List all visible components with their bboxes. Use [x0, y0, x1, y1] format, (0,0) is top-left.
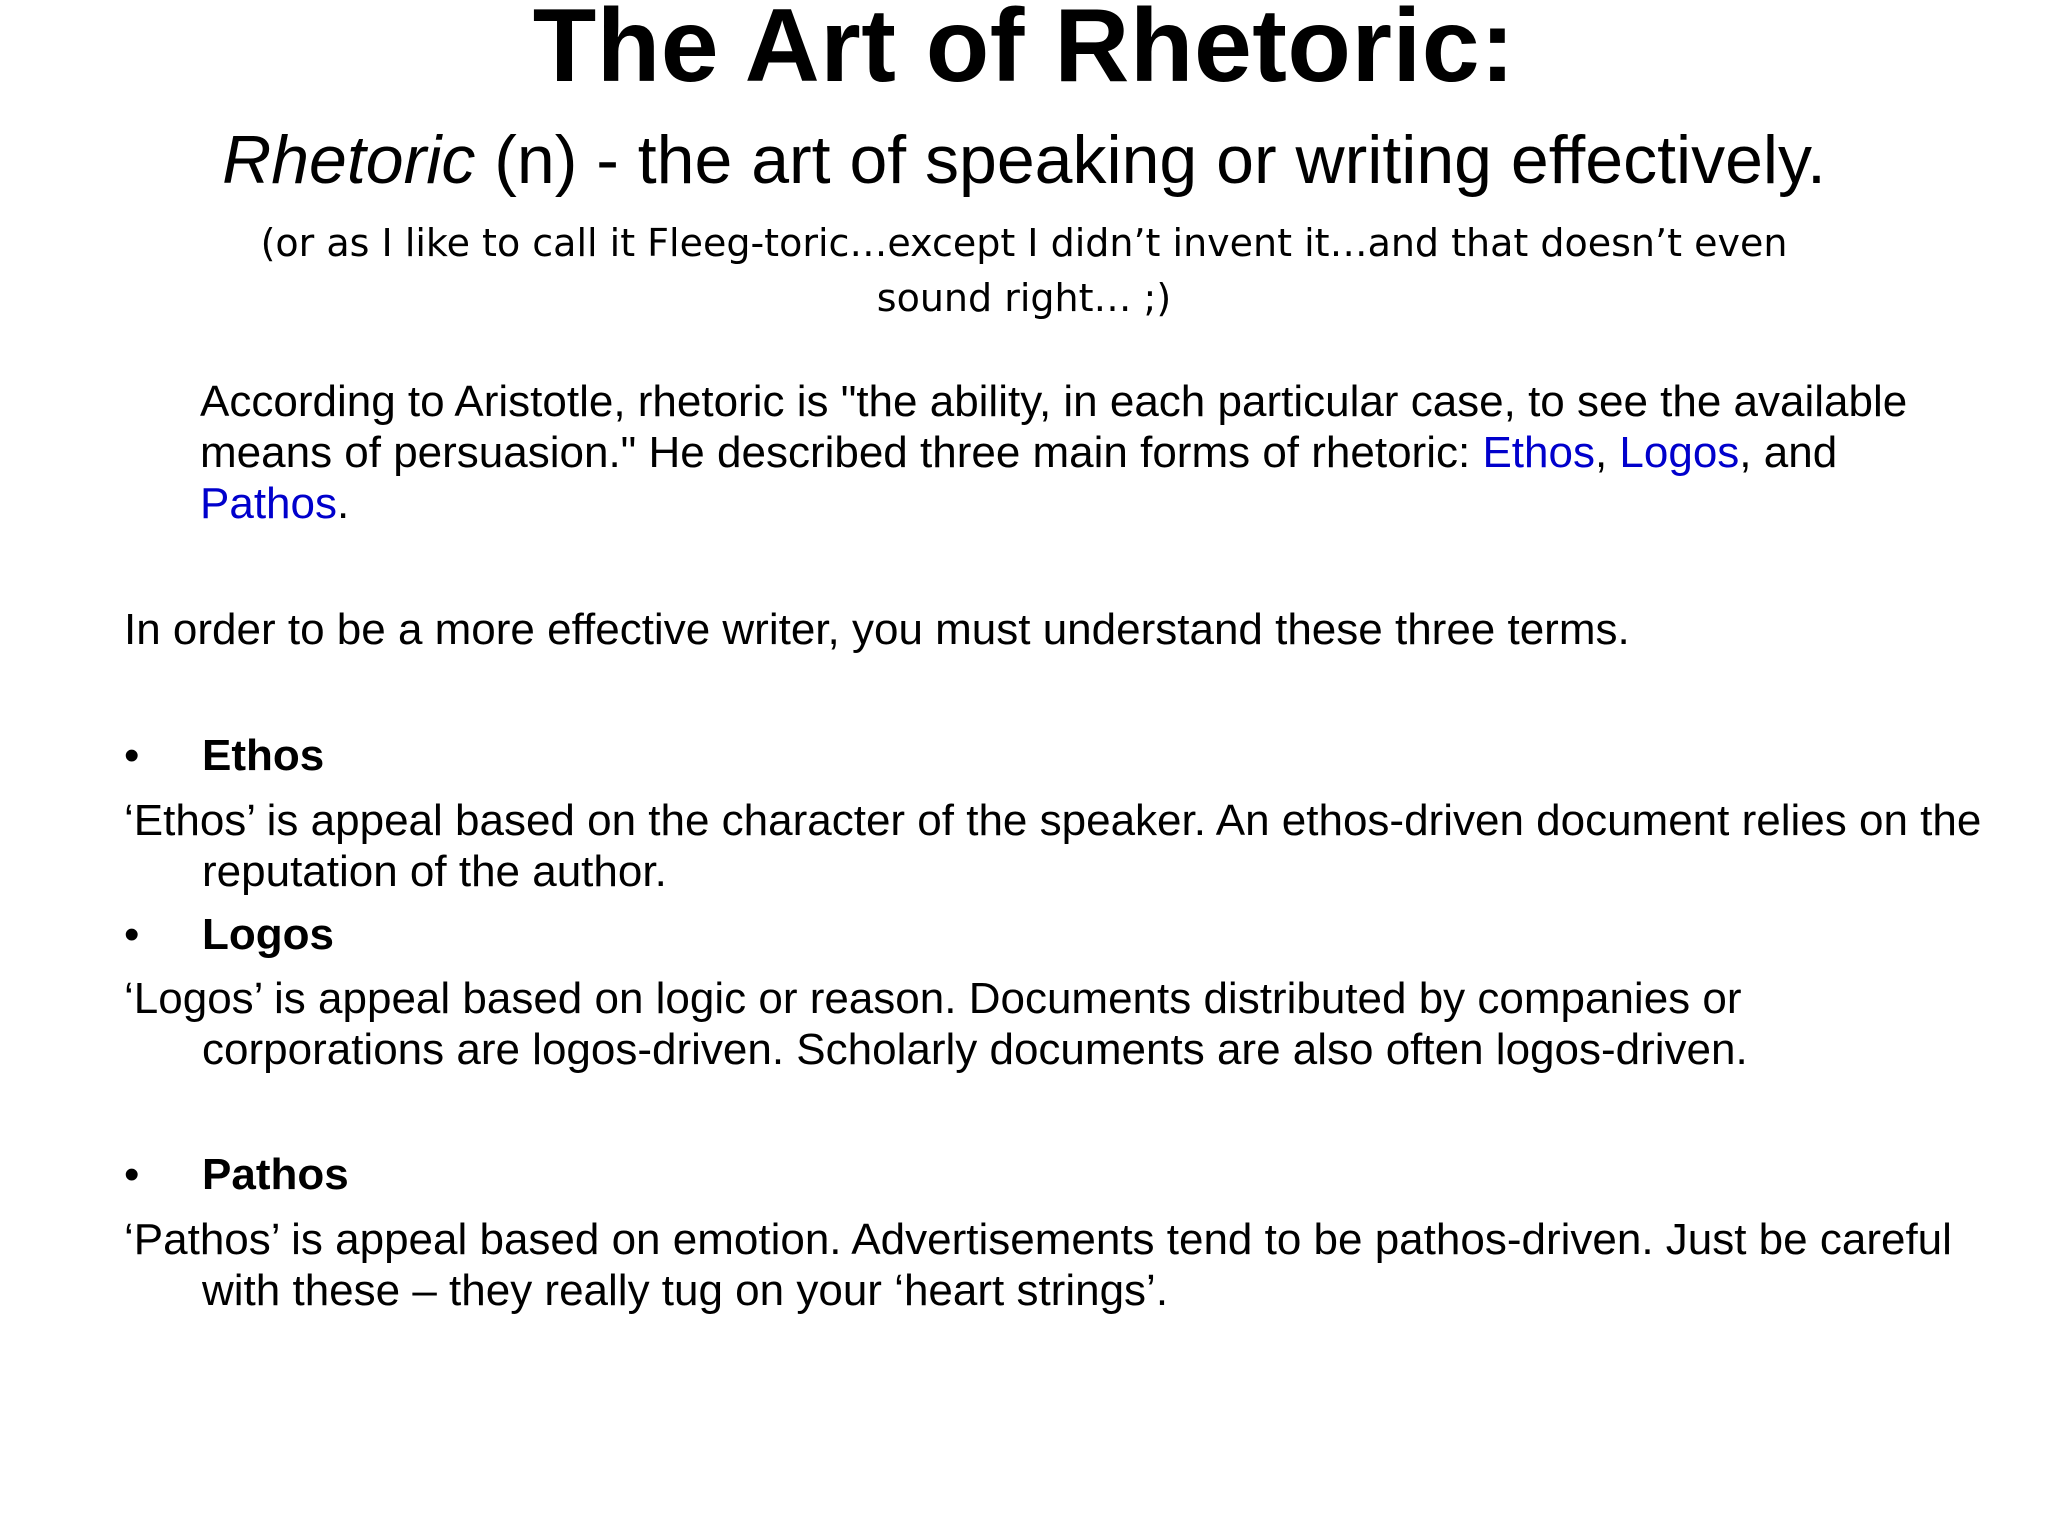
lead-sentence: In order to be a more effective writer, you must understand these three terms. — [124, 605, 1630, 654]
term-description-pathos: ‘Pathos’ is appeal based on emotion. Advertisements tend to be pathos-driven. Just be careful with these – they really tug on your ‘heart strings’. — [124, 1215, 1952, 1315]
bullet-icon: • — [124, 1150, 140, 1199]
intro-end: . — [336, 479, 350, 528]
ethos-link[interactable]: Ethos — [1482, 428, 1595, 477]
slide-title: The Art of Rhetoric: — [532, 0, 1516, 104]
logos-link[interactable]: Logos — [1619, 428, 1740, 477]
intro-paragraph — [200, 376, 1920, 529]
bullet-icon: • — [124, 910, 140, 959]
intro-separator: , and — [1739, 428, 1838, 477]
definition — [0, 120, 2048, 202]
term-heading-ethos — [124, 730, 324, 781]
intro-separator: , — [1594, 428, 1620, 477]
term-description-ethos: ‘Ethos’ is appeal based on the character of the speaker. An ethos-driven document relies on the reputation of the author. — [124, 796, 1982, 896]
pathos-link[interactable]: Pathos — [200, 479, 337, 528]
definition-text: (n) - the art of speaking or writing effectively. — [475, 122, 1826, 198]
term-name: Pathos — [202, 1150, 349, 1199]
term-heading-logos — [124, 909, 334, 960]
term-name: Logos — [202, 910, 334, 959]
intro-text: According to Aristotle, rhetoric is "the ability, in each particular case, to see the available means of persuasion." He described three main forms of rhetoric: — [200, 377, 1908, 477]
definition-term: Rhetoric — [222, 122, 476, 198]
term-heading-pathos — [124, 1149, 349, 1200]
term-description-logos: ‘Logos’ is appeal based on logic or reason. Documents distributed by companies or corporations are logos-driven. Scholarly documents are also often logos-driven. — [124, 974, 1748, 1074]
bullet-icon: • — [124, 731, 140, 780]
aside-note: (or as I like to call it Fleeg-toric…except I didn’t invent it…and that doesn’t even sound right… ;) — [260, 221, 1788, 320]
term-name: Ethos — [202, 731, 325, 780]
